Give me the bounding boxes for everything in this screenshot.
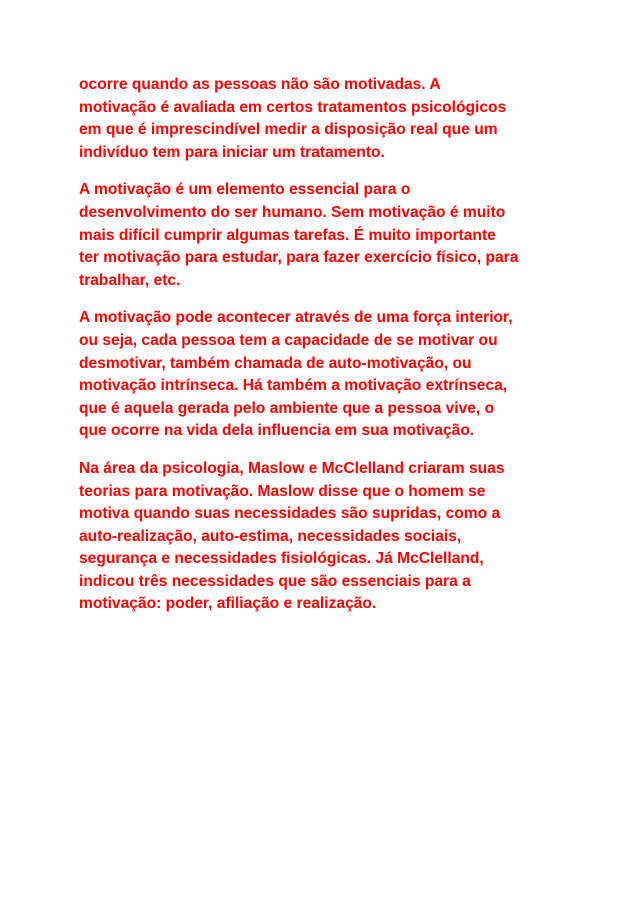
paragraph-1 [79, 74, 579, 164]
text-line: auto-realização, auto-estima, necessidades sociais, [79, 527, 462, 545]
text-line: Na área da psicologia, Maslow e McClelland criaram suas [79, 459, 505, 477]
text-line: que ocorre na vida dela influencia em sua motivação. [79, 422, 475, 440]
text-line: ocorre quando as pessoas não são motivadas. A [79, 76, 441, 93]
text-line: indicou três necessidades que são essenciais para a [79, 572, 471, 590]
text-line: A motivação é um elemento essencial para o [79, 181, 411, 199]
text-line: motivação intrínseca. Há também a motivação extrínseca, [79, 377, 508, 395]
paragraph-3 [79, 307, 579, 443]
text-line: que é aquela gerada pelo ambiente que a pessoa vive, o [79, 399, 495, 417]
text-line: trabalhar, etc. [79, 271, 181, 289]
text-line: A motivação pode acontecer através de uma força interior, [79, 309, 513, 327]
text-line: em que é imprescindível medir a disposição real que um [79, 121, 498, 139]
paragraph-2 [79, 179, 579, 292]
text-line: segurança e necessidades fisiológicas. Já McClelland, [79, 550, 484, 568]
text-line: ter motivação para estudar, para fazer exercício físico, para [79, 249, 519, 267]
text-line: mais difícil cumprir algumas tarefas. É muito importante [79, 226, 496, 244]
text-line: desenvolvimento do ser humano. Sem motivação é muito [79, 203, 506, 221]
text-line: motiva quando suas necessidades são supridas, como a [79, 505, 501, 523]
document-body [79, 74, 579, 631]
text-line: desmotivar, também chamada de auto-motivação, ou [79, 354, 472, 372]
paragraph-4 [79, 458, 579, 616]
text-line: teorias para motivação. Maslow disse que o homem se [79, 482, 486, 500]
text-line: motivação é avaliada em certos tratamentos psicológicos [79, 98, 507, 116]
text-line: motivação: poder, afiliação e realização. [79, 595, 377, 613]
text-line: ou seja, cada pessoa tem a capacidade de se motivar ou [79, 331, 498, 349]
text-line: indivíduo tem para iniciar um tratamento. [79, 143, 385, 161]
